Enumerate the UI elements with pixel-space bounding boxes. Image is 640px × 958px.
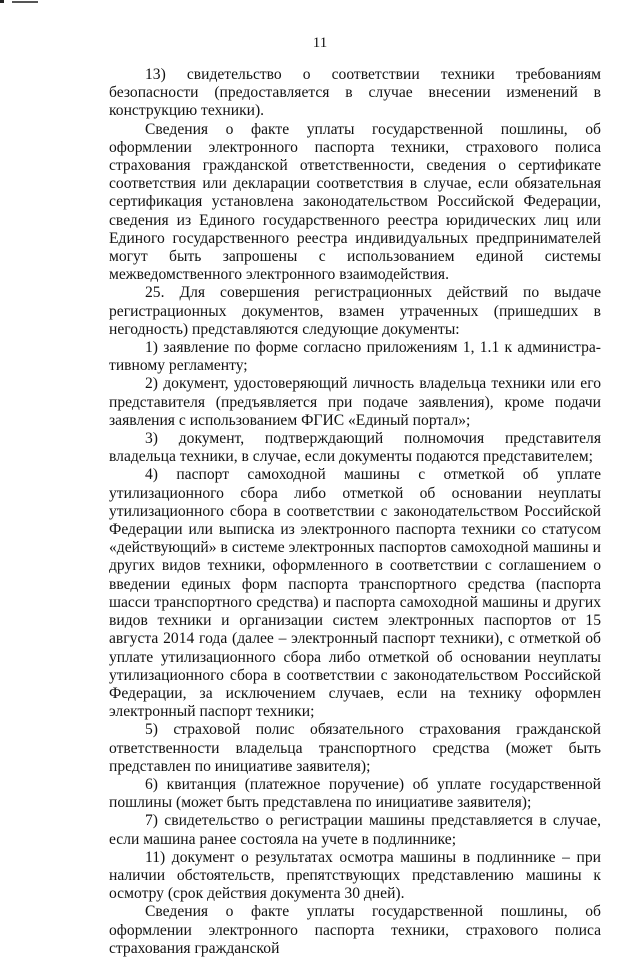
paragraph-item-11: 11) документ о результатах осмотра машины в подлиннике – при наличии обстоятельств, препятствующих представлению машины к осмотру (срок действия документа 30 дней). (109, 848, 601, 903)
paragraph-item-7: 7) свидетельство о регистрации машины представляется в случае, если машина ранее состояла на учете в подлиннике; (109, 812, 601, 848)
paragraph-item-6: 6) квитанция (платежное поручение) об уплате государственной пошлины (может быть представлена по инициативе заявителя); (109, 775, 601, 812)
paragraph-item-5: 5) страховой полис обязательного страхования гражданской ответственности владельца транспортного средства (может быть представлен по инициативе заявителя); (109, 721, 601, 775)
paragraph-fee-information-continued: Сведения о факте уплаты государственной пошлины, об оформлении электронного паспорта техники, страхового полиса страхования гражданской (109, 903, 601, 957)
scan-edge-mark (0, 0, 40, 4)
paragraph-item-2: 2) документ, удостоверяющий личность владельца техники или его представителя (предъявляется при подаче заявления), кроме подачи заявления с использованием ФГИС «Единый портал»; (109, 375, 601, 429)
scan-mark-segment (12, 1, 38, 3)
paragraph-item-1: 1) заявление по форме согласно приложениям 1, 1.1 к административному регламенту; (109, 339, 601, 375)
scan-mark-segment (0, 0, 4, 3)
paragraph-item-13: 13) свидетельство о соответствии техники требованиям безопасности (предоставляется в случае внесении изменений в конструкцию техники). (109, 66, 601, 120)
document-body (109, 66, 601, 958)
paragraph-section-25: 25. Для совершения регистрационных действий по выдаче регистрационных документов, взамен утраченных (пришедших в негодность) представляются следующие документы: (109, 284, 601, 338)
page-number: 11 (312, 35, 328, 51)
paragraph-item-4: 4) паспорт самоходной машины с отметкой об уплате утилизационного сбора либо отметкой об основании неуплаты утилизационного сбора в соответствии с законодательством Российской Федерации или выписка из электронного паспорта техники со статусом «действующий» в системе электронных паспортов самоходной машины и других видов техники, оформленного в соответствии с соглашением о введении единых форм паспорта транспортного средства (паспорта шасси транспортного средства) и паспорта самоходной машины и других видов техники и организации систем электронных паспортов от 15 августа 2014 года (далее – электронный паспорт техники), с отметкой об уплате утилизационного сбора либо отметкой об основании неуплаты утилизационного сбора в соответствии с законодательством Российской Федерации, за исключением случаев, если на технику оформлен электронный паспорт техники; (109, 466, 601, 721)
paragraph-item-3: 3) документ, подтверждающий полномочия представителя владельца техники, в случае, если документы подаются представителем; (109, 430, 601, 466)
paragraph-fee-information: Сведения о факте уплаты государственной пошлины, об оформлении электронного паспорта техники, страхового полиса страхования гражданской ответственности, сведения о сертификате соответствия или декларации соответствия в случае, если обязательная сертификация установлена законодательством Российской Федерации, сведения из Единого государственного реестра юридических лиц или Единого государственного реестра индивидуальных предпринимателей могут быть запрошены с использованием единой системы межведомственного электронного взаимодействия. (109, 120, 601, 284)
